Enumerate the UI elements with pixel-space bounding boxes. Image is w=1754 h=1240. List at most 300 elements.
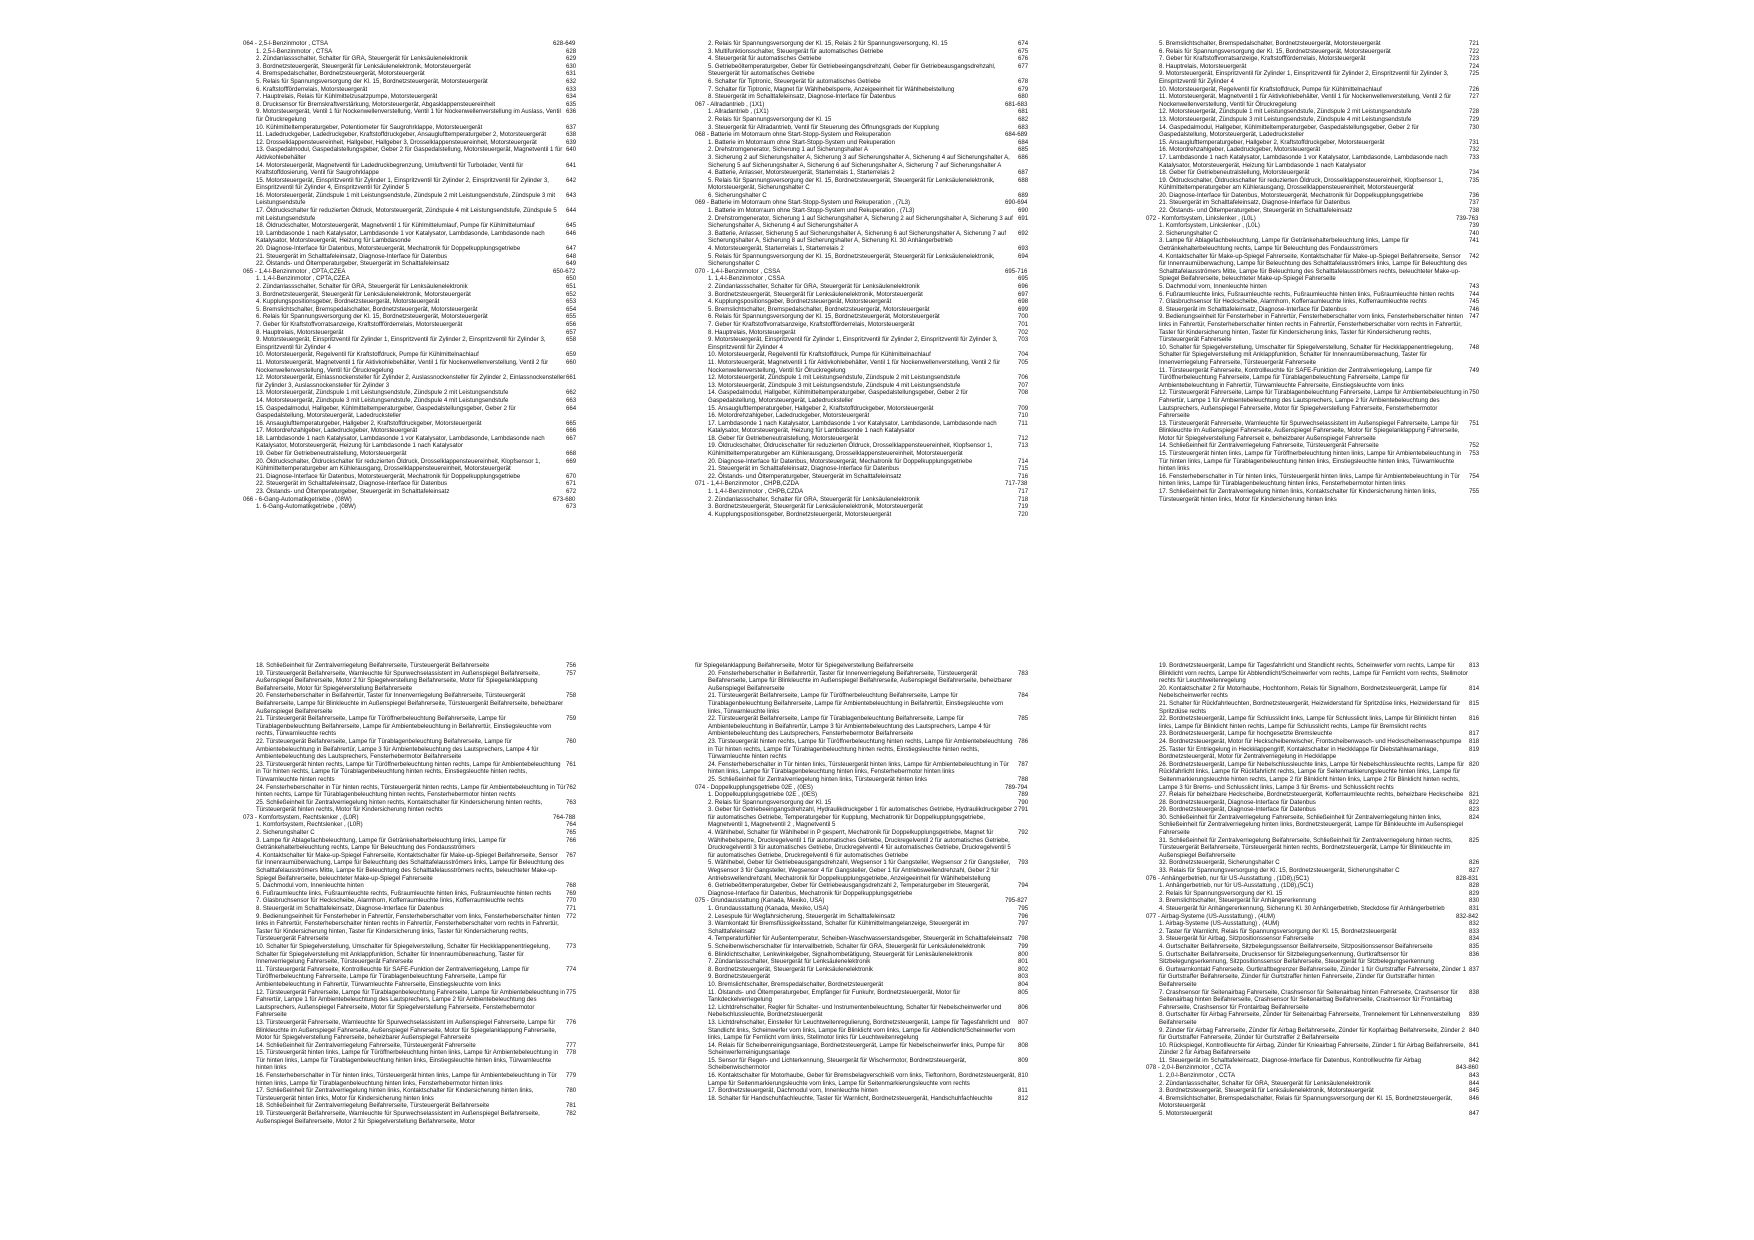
toc-entry-title: 16. Fensterheberschalter in Tür hinten links, Türsteuergerät hinten links, Lampe für Ambientebeleuchtung in Tür hinten links, Lampe für Türablagenbeleuchtung hinten links, Fensterhebermotor hinten links (1159, 472, 1460, 488)
toc-section-entry (1146, 874, 1479, 883)
toc-entry (243, 434, 577, 450)
toc-entry-page: 751 (1469, 419, 1480, 427)
toc-entry (1146, 93, 1480, 108)
toc-entry (695, 905, 1029, 913)
toc-entry-title: 22. Türsteuergerät Beifahrerseite, Lampe für Türablagenbeleuchtung Beifahrerseite, Lampe für Ambientebeleuchtung in Beifahrertür, Lampe 3 für Ambientebeleuchtung des Lautsprechers, Lampe 4 für Ambientebeleuchtung des Lautsprechers, Fensterhebermotor Beifahrerseite (256, 737, 539, 761)
toc-entry (243, 457, 577, 473)
toc-entry-title: 21. Schalter für Rückfahrleuchten, Bordnetzsteuergerät, Heizwiderstand für Spritzdüse links, Heizwiderstand für Spritzdüse rechts (1159, 699, 1461, 715)
toc-entry-title: 19. Öldruckschalter, Öldruckschalter für reduzierten Öldruck, Drosselklappensteuereinheit, Klopfsensor 1, Kühlmitteltemperaturgeber am Kühlerausgang, Drosselklappensteuereinheit, Motorsteuergerät (1159, 176, 1444, 192)
toc-section-entry (1146, 214, 1479, 223)
toc-entry-title: 065 - 1,4-l-Benzinmotor , CPTA,CZEA (243, 267, 346, 275)
toc-entry-page: 632 (566, 77, 577, 85)
toc-entry-page: 750 (1469, 389, 1480, 397)
toc-entry-page: 748 (1469, 343, 1480, 351)
toc-entry (243, 715, 577, 738)
toc-entry-page: 711 (1018, 419, 1028, 427)
toc-entry-page: 781 (566, 1102, 577, 1110)
toc-entry (243, 427, 577, 435)
toc-entry-page: 790 (1018, 798, 1029, 806)
toc-entry-title: 22. Ölstands- und Öltemperaturgeber, Steuergerät im Schalttafeleinsatz (1159, 207, 1353, 215)
toc-entry-title: 17. Schließeinheit für Zentralverriegelung hinten links, Kontaktschalter für Kindersicherung hinten links, Türsteuergerät hinten links, Motor für Kindersicherung hinten links (256, 1087, 534, 1102)
toc-entry (695, 47, 1029, 56)
toc-entry (243, 161, 577, 177)
toc-entry-title: 3. Bordnetzsteuergerät, Steuergerät für Lenksäulenelektronik, Motorsteuergerät (256, 290, 471, 298)
toc-entry-page: 842 (1469, 1056, 1480, 1064)
toc-entry-page: 658 (566, 336, 577, 344)
toc-entry-title: 6. Getriebeöltemperaturgeber, Geber für Getriebeausgangsdrehzahl 2, Temperaturgeber im Steuergerät, Diagnose-Interface für Datenbus, Mechatronik für Doppelkupplungsgetriebe (708, 882, 990, 897)
toc-entry (1146, 169, 1480, 177)
toc-entry-title: 5. Dachmodul vorn, Innenleuchte hinten (256, 882, 364, 890)
toc-entry (1146, 389, 1480, 420)
toc-entry-title: 8. Hauptrelais, Motorsteuergerät (708, 328, 796, 336)
toc-entry-page: 641 (566, 161, 577, 169)
toc-entry-title: 12. Lichtdrehschalter, Regler für Schalter- und Instrumentenbeleuchtung, Schalter für Nebelscheinwerfer und Nebelschlussleuchte, Bordnetzsteuergerät (708, 1003, 1002, 1019)
toc-entry (1146, 138, 1480, 147)
toc-entry-page: 773 (566, 942, 577, 950)
toc-entry (695, 305, 1029, 314)
toc-entry-page: 688 (1018, 176, 1029, 184)
toc-entry (243, 503, 577, 511)
toc-entry-title: 21. Steuergerät im Schalttafeleinsatz, Diagnose-Interface für Datenbus (1159, 199, 1351, 207)
toc-entry-title: 3. Batterie, Anlasser, Sicherung 5 auf Sicherungshalter A, Sicherung 6 auf Sicherungshalter A, Sicherung 7 auf Sicherungshalter A, Sicherung 8 auf Sicherungshalter A, Sicherung Kl. 30 Anhängerbetrieb (708, 229, 1007, 245)
toc-entry-page: 628 (566, 47, 577, 55)
toc-entry-title: 2. Sicherungshalter C (256, 829, 315, 837)
toc-entry-title: 4. Steuergerät für Anhängererkennung, Sicherung Kl. 30 Anhängerbetrieb, Steckdose für Anhängerbetrieb (1159, 905, 1445, 912)
toc-entry-page: 726 (1469, 85, 1480, 93)
toc-entry-title: 33. Relais für Spannungsversorgung der Kl. 15, Bordnetzsteuergerät, Sicherungshalter C (1159, 867, 1400, 875)
toc-entry-page: 643 (566, 191, 577, 199)
toc-entry (695, 328, 1029, 337)
toc-entry-title: 5. Relais für Spannungsversorgung der Kl. 15, Bordnetzsteuergerät, Steuergerät für Lenksäulenelektronik, Sicherungshalter C (708, 252, 995, 268)
toc-entry-page: 811 (1018, 1087, 1028, 1095)
toc-entry-title: 13. Gaspedalmodul, Gaspedalstellungsgeber, Geber 2 für Gaspedalstellung, Motorsteuergerät, Magnetventil 1 für Aktivkohlebehälter (256, 146, 563, 161)
toc-entry (1146, 859, 1480, 867)
toc-entry-page: 779 (566, 1072, 577, 1080)
toc-entry-title: 1. Doppelkupplungsgetriebe 02E , (0ES) (708, 791, 818, 799)
toc-entry (243, 222, 577, 230)
toc-entry-title: 10. Schalter für Spiegelverstellung, Umschalter für Spiegelverstellung, Schalter für Heckklappenentriegelung, Schalter für Spiegelverstellung mit Anklappfunktion, Schalter für Innenraumüberwachung, Taster für Innenverriegelung Fahrerseite, Türsteuergerät Fahrerseite (1159, 343, 1454, 366)
toc-entry-page: 647 (566, 245, 577, 253)
toc-entry-title: 15. Türsteuergerät hinten links, Lampe für Türöffnerbeleuchtung hinten links, Lampe für Ambientebeleuchtung in Tür hinten links, Lampe für Türablagenbeleuchtung hinten links, Einstiegsleuchte hinten links, Türwarnleuchte hinten links (256, 1049, 559, 1072)
toc-entry (1146, 737, 1480, 746)
toc-entry (695, 715, 1029, 738)
toc-entry (695, 358, 1029, 374)
toc-entry (1146, 199, 1480, 207)
toc-entry (1146, 207, 1480, 215)
toc-entry (1146, 867, 1480, 875)
toc-entry-page: 722 (1469, 47, 1480, 55)
toc-entry-page: 783 (1018, 669, 1029, 677)
toc-entry (243, 131, 577, 139)
toc-entry-title: 7. Geber für Kraftstoffvorratsanzeige, Kraftstoffförderrelais, Motorsteuergerät (708, 320, 915, 328)
toc-entry-page: 696 (1018, 283, 1029, 290)
toc-entry-title: 071 - 1,4-l-Benzinmotor , CHPB,CZDA (695, 480, 799, 488)
toc-entry-title: 6. Fußraumleuchte links, Fußraumleuchte rechts, Fußraumleuchte hinten links, Fußraumleuchte hinten rechts (256, 889, 552, 897)
toc-entry-page: 685 (1018, 146, 1029, 154)
toc-entry-title: 4. Wählhebel, Schalter für Wählhebel in P gesperrt, Mechatronik für Doppelkupplungsgetriebe, Magnet für Wählhebelsperre, Druckregelventil 1 für automatisches Getriebe, Druckregelventil 2 für automatisches Getriebe, Druckregelventil 3 für automatisches Getriebe, Druckregelventil 4 für automatisches Getriebe, Druckregelventil 5 für automatisches Getriebe, Druckregelventil 6 für automatisches Getriebe (708, 829, 1011, 859)
toc-entry-page: 744 (1469, 290, 1480, 298)
toc-entry-page: 787 (1018, 760, 1029, 768)
toc-entry-title: 22. Türsteuergerät Beifahrerseite, Lampe für Türablagenbeleuchtung Beifahrerseite, Lampe für Ambientebeleuchtung in Beifahrertür, Lampe 3 für Ambientebeleuchtung des Lautsprechers, Lampe 4 für Ambientebeleuchtung des Lautsprechers, Fensterhebermotor Beifahrerseite (708, 715, 991, 738)
toc-entry-page: 712 (1018, 434, 1029, 442)
toc-section-entry (695, 199, 1028, 207)
toc-entry (1146, 927, 1480, 936)
toc-entry (1146, 745, 1480, 761)
toc-entry-title: 5. Scheibenwischerschalter für Intervallbetrieb, Schalter für GRA, Steuergerät für Lenksäulenelektronik (708, 942, 986, 950)
toc-section-entry (243, 267, 576, 276)
toc-entry (695, 1087, 1028, 1095)
toc-entry-page: 798 (1018, 935, 1029, 943)
toc-entry (243, 988, 577, 1019)
toc-entry (695, 488, 1029, 496)
toc-entry (243, 798, 577, 814)
toc-entry-page: 824 (1469, 813, 1480, 821)
toc-entry (695, 404, 1029, 413)
toc-entry-page: 699 (1018, 305, 1029, 313)
toc-entry (243, 882, 577, 890)
toc-entry-title: 5. Gurtschalter Beifahrerseite, Drucksensor für Sitzbelegungserkennung, Gurtkraftsensor für Sitzbelegungserkennung, Sitzpositionssensor Beifahrerseite, Steuergerät für Sitzbelegungserkennung (1159, 950, 1435, 966)
toc-entry-page: 731 (1469, 138, 1480, 146)
toc-entry-title: 4. Kontaktschalter für Make-up-Spiegel Fahrerseite, Kontaktschalter für Make-up-Spiegel Beifahrerseite, Sensor für Innenraumüberwachung, Lampe für Beleuchtung des Schalttafelausströmers links, Lampe für Beleuchtung des Schalttafelausströmers Mitte, Lampe für Beleuchtung des Schalttafelausströmers rechts, beleuchteter Make-up-Spiegel Beifahrerseite, beleuchteter Make-up-Spiegel Fahrerseite (256, 851, 564, 882)
toc-entry-page: 729 (1469, 115, 1480, 123)
toc-entry-title: 13. Motorsteuergerät, Zündspule 3 mit Leistungsendstufe, Zündspule 4 mit Leistungsendstufe (1159, 115, 1412, 123)
toc-entry-page: 803 (1018, 973, 1029, 981)
toc-entry (1146, 897, 1480, 905)
toc-entry (243, 62, 577, 71)
toc-entry-title: 1. Komfortsystem, Rechtslenker , (L0R) (256, 821, 363, 829)
toc-entry (1146, 1087, 1480, 1095)
toc-entry-page: 745 (1469, 298, 1480, 306)
toc-entry-page: 702 (1018, 328, 1029, 336)
toc-section-entry (243, 495, 576, 504)
toc-entry-title: 22. Steuergerät im Schalttafeleinsatz, Diagnose-Interface für Datenbus (256, 480, 448, 488)
toc-entry (1146, 935, 1480, 943)
toc-entry-title: 2. Drehstromgenerator, Sicherung 1 auf Sicherungshalter A, Sicherung 2 auf Sicherungshalter A, Sicherung 3 auf Sicherungshalter A, Sicherung 4 auf Sicherungshalter A (708, 214, 1013, 230)
toc-entry (695, 973, 1029, 981)
toc-entry-title: 28. Bordnetzsteuergerät, Diagnose-Interface für Datenbus (1159, 798, 1316, 806)
toc-entry (243, 70, 577, 78)
toc-entry-title: 26. Bordnetzsteuergerät, Lampe für Nebelschlussleuchte links, Lampe für Nebelschlussleuchte rechts, Lampe für Rückfahrlicht links, Lampe für Rückfahrlicht rechts, Lampe für Seitenmarkierungsleuchte hinten links, Lampe für Seitenmarkierungsleuchte hinten rechts, Lampe 2 für Blinklicht hinten links, Lampe 2 für Blinklicht hinten rechts, Lampe 3 für Brems- und Schlusslicht links, Lampe 3 für Brems- und Schlusslicht rechts (1159, 760, 1465, 791)
toc-entry-page: 650 (566, 275, 577, 283)
toc-entry (243, 1049, 577, 1072)
toc-entry-title: 3. Bordnetzsteuergerät, Steuergerät für Lenksäulenelektronik, Motorsteuergerät (256, 62, 471, 70)
toc-entry (695, 146, 1029, 154)
toc-entry-page: 771 (566, 905, 577, 912)
toc-entry-title: 4. Batterie, Anlasser, Motorsteuergerät, Starterrelais 1, Starterrelais 2 (708, 169, 895, 177)
toc-entry-title: 1. 6-Gang-Automatikgetriebe , (08W) (256, 503, 356, 511)
toc-entry (1146, 806, 1480, 814)
toc-entry (695, 313, 1029, 321)
toc-entry (1146, 965, 1480, 989)
toc-entry-page: 795 (1018, 905, 1029, 912)
toc-entry-page: 761 (566, 760, 577, 768)
toc-entry-page: 770 (566, 897, 577, 905)
toc-entry (243, 358, 577, 374)
toc-entry-page: 639 (566, 138, 577, 146)
toc-entry (1146, 305, 1480, 314)
toc-entry-title: 5. Motorsteuergerät (1159, 1110, 1213, 1118)
toc-entry-title: 11. Motorsteuergerät, Magnetventil 1 für Aktivkohlebehälter, Ventil 1 für Nockenwellenverstellung, Ventil 2 für Nockenwellenverstellung, Ventil für Ölruckregelung (256, 358, 549, 374)
toc-entry-page: 828-831 (1456, 874, 1479, 882)
toc-entry-title: 23. Türsteuergerät hinten rechts, Lampe für Türöffnerbeleuchtung hinten rechts, Lampe für Ambientebeleuchtung in Tür hinten rechts, Lampe für Türablagenbeleuchtung hinten rechts, Einstiegsleuchte hinten rechts, Türwarnleuchte hinten rechts (708, 737, 1013, 761)
toc-entry (695, 472, 1029, 481)
toc-entry-page: 691 (1018, 214, 1029, 222)
toc-entry (695, 980, 1029, 989)
toc-entry-title: 069 - Batterie im Motorraum ohne Start-Stopp-System und Rekuperation , (7L3) (695, 199, 911, 207)
toc-column-bottom-2 (695, 662, 1029, 1102)
toc-entry-title: 23. Ölstands- und Öltemperaturgeber, Steuergerät im Schalttafeleinsatz (256, 488, 450, 496)
toc-entry-title: 2. Relais für Spannungsversorgung der Kl. 15 (708, 115, 832, 123)
toc-entry-title: 4. Kupplungspositionsgeber, Bordnetzsteuergerät, Motorsteuergerät (708, 298, 892, 306)
toc-entry-title: 074 - Doppelkupplungsgetriebe 02E , (0ES) (695, 783, 813, 791)
toc-entry-page: 713 (1018, 442, 1029, 450)
toc-entry-title: 24. Fensterheberschalter in Tür hinten links, Türsteuergerät hinten links, Lampe für Ambientebeleuchtung in Tür hinten links, Lampe für Türablagenbeleuchtung hinten links, Fensterhebermotor hinten links (708, 760, 1009, 776)
toc-entry-title: 10. Bremslichtschalter, Bremspedalschalter, Bordnetzsteuergerät (708, 980, 884, 988)
toc-entry-title: 8. Steuergerät im Schalttafeleinsatz, Diagnose-Interface für Datenbus (1159, 305, 1347, 313)
toc-entry-page: 640 (566, 146, 577, 154)
toc-entry-title: 24. Fensterheberschalter in Tür hinten rechts, Türsteuergerät hinten rechts, Lampe für Ambientebeleuchtung in Tür hinten rechts, Lampe für Türablagenbeleuchtung hinten rechts, Fensterhebermotor hinten rechts (256, 783, 566, 799)
toc-entry (1146, 920, 1480, 928)
toc-entry-page: 789 (1018, 791, 1029, 799)
toc-entry (695, 775, 1029, 784)
toc-entry (1146, 419, 1480, 443)
toc-entry (695, 62, 1029, 78)
toc-entry-page: 796 (1018, 912, 1029, 920)
toc-entry-page: 666 (566, 427, 577, 435)
toc-entry-page: 845 (1469, 1087, 1480, 1095)
toc-entry-title: 25. Taster für Entriegelung in Heckklappengriff, Kontaktschalter in Heckklappe für Diebstahlwarnanlage, Bordnetzsteuergerät, Motor für Zentralverriegelung in Heckklappe (1159, 745, 1439, 761)
toc-entry-page: 830 (1469, 897, 1480, 905)
toc-entry-page: 737 (1469, 199, 1480, 207)
toc-entry (1146, 146, 1480, 154)
toc-entry (243, 252, 577, 261)
toc-entry (243, 374, 577, 389)
toc-entry-title: 4. Kupplungspositionsgeber, Bordnetzsteuergerät, Motorsteuergerät (708, 510, 892, 518)
toc-entry-page: 794 (1018, 882, 1029, 890)
toc-entry-page: 765 (566, 829, 577, 837)
toc-entry (695, 275, 1029, 283)
toc-entry (243, 783, 577, 799)
toc-entry (1146, 472, 1480, 488)
toc-entry-page: 767 (566, 851, 577, 859)
toc-entry (243, 207, 577, 222)
toc-entry-page: 664 (566, 404, 577, 412)
toc-section-entry (695, 100, 1028, 109)
toc-entry-title: 25. Schließeinheit für Zentralverriegelung hinten links, Türsteuergerät hinten links (708, 775, 928, 783)
toc-entry-title: 11. Motorsteuergerät, Magnetventil 1 für Aktivkohlebehälter, Ventil 1 für Nockenwellenverstellung, Ventil 2 für Nockenwellenverstellung, Ventil für Ölruckregelung (708, 358, 1001, 374)
toc-entry-title: 17. Bordnetzsteuergerät, Dachmodul vorn, Innenleuchte hinten (708, 1087, 878, 1095)
toc-entry (695, 457, 1029, 466)
toc-entry-page: 829 (1469, 889, 1480, 897)
toc-entry-title: 10. Schalter für Spiegelverstellung, Umschalter für Spiegelverstellung, Schalter für Heckklappenentriegelung, Schalter für Spiegelverstellung mit Anklappfunktion, Schalter für Innenraumüberwachung, Taster für Innenverriegelung Fahrerseite, Türsteuergerät Fahrerseite (256, 942, 551, 966)
toc-entry-page: 672 (566, 488, 577, 496)
toc-entry-title: 10. Motorsteuergerät, Regelventil für Kraftstoffdruck, Pumpe für Kühlmittelnachlauf (708, 351, 931, 359)
toc-entry-title: 7. Glasbruchsensor für Heckscheibe, Alarmhorn, Kofferraumleuchte links, Kofferraumleuchte rechts (256, 897, 524, 905)
toc-entry-title: 18. Schließeinheit für Zentralverriegelung Beifahrerseite, Türsteuergerät Beifahrerseite (256, 1102, 490, 1110)
toc-entry (243, 1072, 577, 1087)
toc-entry-title: 1. 2,5-l-Benzinmotor , CTSA (256, 47, 333, 55)
toc-entry (695, 283, 1029, 291)
toc-entry-page: 648 (566, 252, 577, 260)
toc-entry (1146, 1094, 1480, 1110)
toc-entry-title: 11. Motorsteuergerät, Magnetventil 1 für Aktivkohlebehälter, Ventil 1 für Nockenwellenverstellung, Ventil 2 für Nockenwellenverstellung, Ventil für Ölruckregelung (1159, 93, 1452, 108)
toc-entry (695, 950, 1029, 959)
toc-entry (243, 1102, 577, 1110)
toc-entry-title: 16. Ansauglufttemperaturgeber, Hallgeber 2, Kraftstoffdruckgeber, Motorsteuergerät (256, 419, 482, 427)
toc-entry-title: 20. Diagnose-Interface für Datenbus, Motorsteuergerät, Mechatronik für Doppelkupplungsgetriebe (256, 245, 521, 253)
toc-entry-page: 724 (1469, 62, 1480, 70)
toc-entry-page: 689 (1018, 191, 1029, 199)
toc-entry (1146, 791, 1480, 799)
toc-entry-page: 635 (566, 100, 577, 108)
toc-entry-title: 7. Glasbruchsensor für Heckscheibe, Alarmhorn, Kofferraumleuchte links, Kofferraumleuchte rechts (1159, 298, 1427, 306)
toc-entry (695, 389, 1029, 404)
toc-entry (243, 283, 577, 291)
toc-entry-page: 630 (566, 62, 577, 70)
toc-entry-title: 3. Bordnetzsteuergerät, Steuergerät für Lenksäulenelektronik, Motorsteuergerät (708, 503, 923, 511)
toc-entry-title: 18. Öldruckschalter, Motorsteuergerät, Magnetventil 1 für Kühlmittelumlauf, Pumpe für Kühlmittelumlauf (256, 222, 535, 230)
toc-entry-title: 6. Schalter für Tiptronic, Steuergerät für automatisches Getriebe (708, 77, 881, 85)
toc-entry-title: 16. Kontaktschalter für Motorhaube, Geber für Bremsbelagverschleiß vorn links, Tieftonhorn, Bordnetzsteuergerät, Lampe für Seitenmarkierungsleuchte vorn links, Lampe für Seitenmarkierungsleuchte vorn rechts (708, 1072, 1016, 1087)
toc-entry (695, 153, 1029, 169)
toc-entry (243, 77, 577, 86)
toc-entry-page: 777 (566, 1041, 577, 1049)
toc-entry (1146, 62, 1480, 71)
toc-entry (1146, 662, 1480, 685)
toc-entry-title: 15. Ansauglufttemperaturgeber, Hallgeber 2, Kraftstoffdruckgeber, Motorsteuergerät (708, 404, 934, 412)
toc-entry (243, 1018, 577, 1042)
toc-entry-title: 10. Rückspiegel, Kontrollleuchte für Airbag, Zünder für Knieairbag Fahrerseite, Zünder 1 für Airbag Beifahrerseite, Zünder 2 für Airbag Beifahrerseite (1159, 1041, 1466, 1057)
toc-entry (1146, 905, 1480, 913)
toc-column-bottom-1 (243, 662, 577, 1125)
toc-entry-page: 628-649 (553, 40, 576, 47)
toc-entry-title: 8. Drucksensor für Bremskraftverstärkung, Motorsteuergerät, Abgasklappensteuereinheit (256, 100, 496, 108)
toc-entry-page: 690-694 (1005, 199, 1028, 207)
toc-entry (243, 298, 577, 306)
toc-entry (695, 495, 1029, 504)
toc-entry-page: 800 (1018, 950, 1029, 958)
toc-entry-page: 760 (566, 737, 577, 745)
toc-entry (243, 1110, 577, 1125)
toc-entry (695, 290, 1029, 299)
toc-entry (1146, 47, 1480, 56)
toc-entry-page: 789-794 (1005, 783, 1028, 791)
toc-entry (243, 889, 577, 898)
toc-entry-page: 728 (1469, 108, 1480, 116)
toc-entry-title: 064 - 2,5-l-Benzinmotor , CTSA (243, 40, 329, 47)
toc-entry-page: 662 (566, 389, 577, 397)
toc-entry-page: 738 (1469, 207, 1480, 215)
toc-entry-page: 759 (566, 715, 577, 723)
toc-entry-page: 747 (1469, 313, 1480, 321)
toc-entry-page: 756 (566, 662, 577, 669)
toc-entry-page: 775 (566, 988, 577, 996)
toc-entry (1146, 298, 1480, 306)
toc-entry-page: 656 (566, 320, 577, 328)
toc-entry (1146, 115, 1480, 124)
toc-entry-page: 676 (1018, 55, 1029, 63)
toc-entry-page: 772 (566, 912, 577, 920)
toc-entry-page: 631 (566, 70, 577, 78)
toc-entry-page: 806 (1018, 1003, 1029, 1011)
toc-entry-title: 076 - Anhängerbetrieb, nur für US-Ausstattung , (1D8),(5C1) (1146, 874, 1309, 882)
toc-entry (1146, 85, 1480, 94)
toc-entry-page: 847 (1469, 1110, 1480, 1118)
toc-entry (243, 419, 577, 428)
toc-entry-title: 15. Türsteuergerät hinten links, Lampe für Türöffnerbeleuchtung hinten links, Lampe für Ambientebeleuchtung in Tür hinten links, Lampe für Türablagenbeleuchtung hinten links, Einstiegsleuchte hinten links, Türwarnleuchte hinten links (1159, 450, 1462, 473)
toc-entry-title: 21. Steuergerät im Schalttafeleinsatz, Diagnose-Interface für Datenbus (256, 252, 448, 260)
toc-entry (1146, 40, 1480, 48)
toc-entry-page: 758 (566, 692, 577, 700)
toc-entry-title: 075 - Grundausstattung (Kanada, Mexiko, USA) (695, 897, 825, 905)
toc-entry (1146, 366, 1480, 390)
toc-entry (695, 737, 1029, 761)
toc-entry (1146, 1011, 1480, 1026)
toc-entry-title: 21. Türsteuergerät Beifahrerseite, Lampe für Türöffnerbeleuchtung Beifahrerseite, Lampe für Türablagenbeleuchtung Beifahrerseite, Lampe für Ambientebeleuchtung in Beifahrertür, Einstiegsleuchte vorn rechts, Türwarnleuchte rechts (256, 715, 552, 738)
toc-entry-page: 650-672 (553, 267, 576, 275)
toc-entry (243, 305, 577, 314)
toc-entry-page: 693 (1018, 245, 1029, 253)
toc-entry-page: 684-689 (1005, 131, 1028, 139)
toc-entry-title: 067 - Allradantrieb , (1X1) (695, 100, 765, 108)
toc-entry-page: 776 (566, 1018, 577, 1026)
toc-entry-title: 5. Dachmodul vorn, Innenleuchte hinten (1159, 283, 1267, 290)
toc-entry-title: 13. Türsteuergerät Fahrerseite, Warnleuchte für Spurwechselassistent im Außenspiegel Fahrerseite, Lampe für Blinkleuchte im Außenspiegel Fahrerseite, Außenspiegel Fahrerseite, Motor für Spiegelanklappung Fahrerseite, Motor für Spiegelverstellung Fahrerseite, beheizbarer Außenspiegel Fahrerseite (256, 1018, 557, 1042)
toc-entry-title: 9. Bordnetzsteuergerät (708, 973, 770, 981)
toc-entry-title: 29. Bordnetzsteuergerät, Diagnose-Interface für Datenbus (1159, 806, 1316, 814)
toc-entry-page: 825 (1469, 836, 1480, 844)
toc-entry (243, 176, 577, 192)
toc-entry-page: 674 (1018, 40, 1029, 47)
toc-entry-page: 723 (1469, 55, 1480, 63)
toc-entry-title: 3. Steuergerät für Allradantrieb, Ventil für Steuerung des Öffnungsgrads der Kupplung (708, 123, 939, 131)
toc-entry-page: 832 (1469, 920, 1480, 928)
toc-entry (695, 912, 1029, 921)
toc-entry (1146, 153, 1480, 169)
toc-entry-title: 7. Crashsensor für Seitenairbag Fahrerseite, Crashsensor für Seitenairbag hinten Fahrerseite, Crashsensor für Seitenairbag hinten Beifahrerseite, Crashsensor für Seitenairbag Beifahrerseite, Crashsensor für Frontairbag Fahrerseite, Crashsensor für Frontairbag Beifahrerseite (1159, 988, 1458, 1011)
toc-entry (243, 396, 577, 405)
toc-entry (695, 252, 1029, 268)
toc-entry (243, 93, 577, 101)
toc-entry (695, 55, 1029, 63)
toc-entry-page: 754 (1469, 472, 1480, 480)
toc-entry-title: 1. Allradantrieb , (1X1) (708, 108, 769, 116)
toc-section-entry (695, 897, 1028, 905)
toc-entry-title: 20. Fensterheberschalter in Beifahrertür, Taster für Innenverriegelung Beifahrerseite, Türsteuergerät Beifahrerseite, Lampe für Blinkleuchte im Außenspiegel Beifahrerseite, Türsteuergerät Beifahrerseite, beheizbarer Außenspiegel Beifahrerseite (256, 692, 564, 715)
toc-entry-title: 6. Relais für Spannungsversorgung der Kl. 15, Bordnetzsteuergerät, Motorsteuergerät (256, 313, 488, 321)
toc-entry-page: 735 (1469, 176, 1480, 184)
toc-entry (695, 1056, 1029, 1072)
toc-entry (695, 1094, 1029, 1103)
toc-entry-title: 13. Lichtdrehschalter, Einsteller für Leuchtweitenregulierung, Bordnetzsteuergerät, Lampe für Tagesfahrlicht und Standlicht links, Scheinwerfer vorn links, Lampe für Blinklicht vorn links, Lampe für Abblendlicht/Scheinwerfer vorn links, Lampe für Fernlicht vorn links, Stellmotor links für Leuchtweitenregelung (708, 1018, 1016, 1042)
toc-entry-title: 7. Zündanlassschalter, Steuergerät für Lenksäulenelektronik (708, 958, 871, 966)
toc-entry (695, 465, 1029, 473)
toc-entry (1146, 1110, 1480, 1118)
toc-entry-title: 8. Steuergerät im Schalttafeleinsatz, Diagnose-Interface für Datenbus (708, 93, 896, 101)
toc-entry-page: 814 (1469, 684, 1480, 692)
toc-entry-title: 14. Relais für Scheibenreinigungsanlage, Bordnetzsteuergerät, Lampe für Nebelscheinwerfer links, Pumpe für Scheinwerferreinigungsanlage (708, 1041, 1005, 1057)
toc-entry (1146, 343, 1480, 367)
toc-entry (1146, 237, 1480, 253)
toc-entry (695, 503, 1029, 511)
toc-entry-title: 19. Öldruckschalter, Öldruckschalter für reduzierten Öldruck, Drosselklappensteuereinheit, Klopfsensor 1, Kühlmitteltemperaturgeber am Kühlerausgang, Drosselklappensteuereinheit, Motorsteuergerät (708, 442, 993, 458)
toc-entry (695, 298, 1029, 306)
toc-entry-page: 840 (1469, 1026, 1480, 1034)
toc-entry-title: 8. Steuergerät im Schalttafeleinsatz, Diagnose-Interface für Datenbus (256, 905, 444, 912)
toc-entry-page: 692 (1018, 229, 1029, 237)
toc-entry-title: 2. Zündanlassschalter, Schalter für GRA, Steuergerät für Lenksäulenelektronik (708, 495, 920, 503)
toc-entry (243, 229, 577, 245)
